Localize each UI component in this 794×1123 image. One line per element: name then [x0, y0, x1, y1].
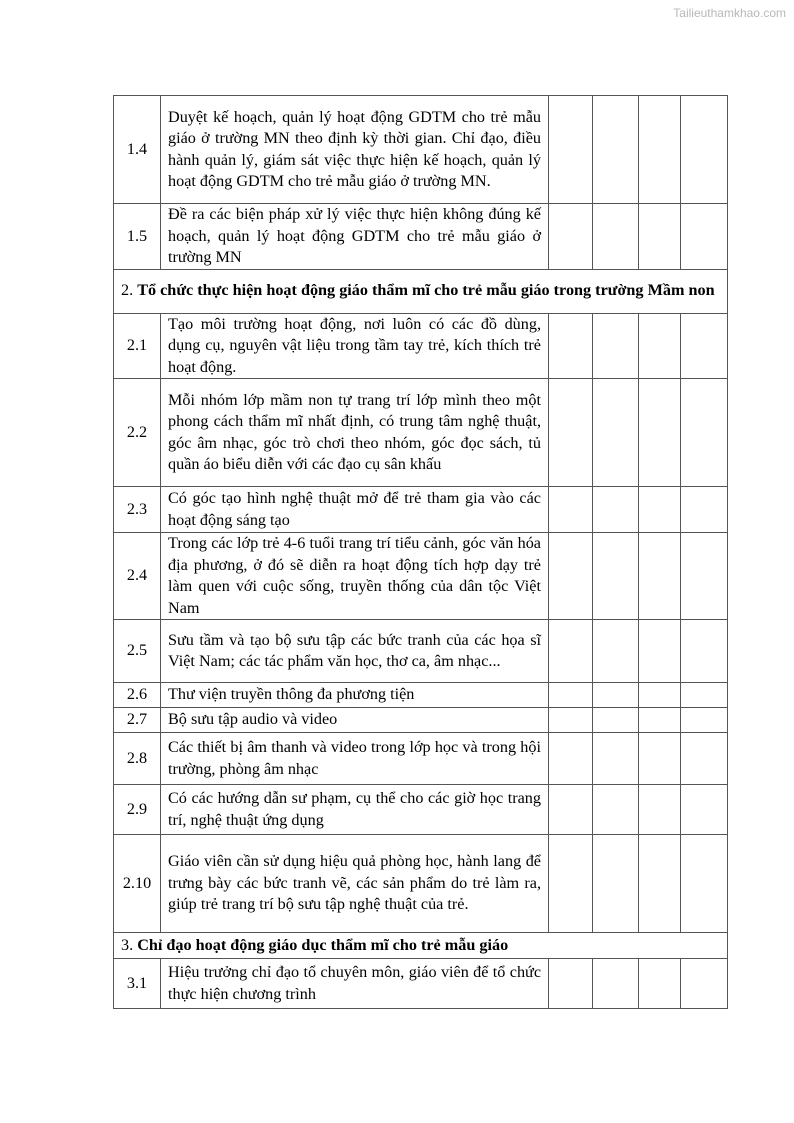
- item-text: Bộ sưu tập audio và video: [161, 708, 549, 733]
- item-text: Có góc tạo hình nghệ thuật mở để trẻ tham gia vào các hoạt động sáng tạo: [161, 487, 549, 533]
- watermark: Tailieuthamkhao.com: [673, 6, 786, 20]
- rating-cell[interactable]: [639, 313, 681, 379]
- section-number: 3.: [121, 935, 138, 954]
- table-row: [114, 835, 728, 933]
- table-row: [114, 533, 728, 620]
- rating-cell[interactable]: [549, 620, 593, 683]
- rating-cell[interactable]: [593, 708, 639, 733]
- rating-cell[interactable]: [593, 683, 639, 708]
- rating-cell[interactable]: [593, 959, 639, 1009]
- table-row: [114, 785, 728, 835]
- rating-cell[interactable]: [549, 96, 593, 204]
- rating-cell[interactable]: [549, 733, 593, 785]
- rating-cell[interactable]: [593, 733, 639, 785]
- table-row: [114, 313, 728, 379]
- rating-cell[interactable]: [681, 96, 728, 204]
- item-number: 2.1: [114, 313, 161, 379]
- rating-cell[interactable]: [681, 379, 728, 487]
- rating-cell[interactable]: [549, 313, 593, 379]
- rating-cell[interactable]: [593, 379, 639, 487]
- evaluation-table: [113, 95, 728, 1009]
- table-row: [114, 487, 728, 533]
- item-number: 3.1: [114, 959, 161, 1009]
- rating-cell[interactable]: [639, 204, 681, 270]
- item-text: Có các hướng dẫn sư phạm, cụ thể cho các giờ học trang trí, nghệ thuật ứng dụng: [161, 785, 549, 835]
- rating-cell[interactable]: [681, 785, 728, 835]
- item-number: 2.5: [114, 620, 161, 683]
- item-number: 2.6: [114, 683, 161, 708]
- item-text: Thư viện truyền thông đa phương tiện: [161, 683, 549, 708]
- rating-cell[interactable]: [639, 620, 681, 683]
- rating-cell[interactable]: [639, 487, 681, 533]
- item-number: 1.4: [114, 96, 161, 204]
- table-row: [114, 733, 728, 785]
- rating-cell[interactable]: [639, 379, 681, 487]
- rating-cell[interactable]: [549, 683, 593, 708]
- rating-cell[interactable]: [549, 379, 593, 487]
- rating-cell[interactable]: [593, 487, 639, 533]
- section-title-text: Tổ chức thực hiện hoạt động giáo thẩm mĩ cho trẻ mẫu giáo trong trường Mầm non: [137, 281, 715, 300]
- section-header-row: [114, 933, 728, 959]
- rating-cell[interactable]: [593, 835, 639, 933]
- rating-cell[interactable]: [549, 204, 593, 270]
- item-number: 2.3: [114, 487, 161, 533]
- item-text: Giáo viên cần sử dụng hiệu quả phòng học, hành lang để trưng bày các bức tranh vẽ, các sản phẩm do trẻ làm ra, giúp trẻ trang trí bộ sưu tập nghệ thuật của trẻ.: [161, 835, 549, 933]
- rating-cell[interactable]: [681, 487, 728, 533]
- rating-cell[interactable]: [549, 487, 593, 533]
- section-header-row: [114, 269, 728, 313]
- rating-cell[interactable]: [593, 313, 639, 379]
- table-row: [114, 379, 728, 487]
- item-text: Đề ra các biện pháp xử lý việc thực hiện không đúng kế hoạch, quản lý hoạt động GDTM cho trẻ mẫu giáo ở trường MN: [161, 204, 549, 270]
- rating-cell[interactable]: [681, 835, 728, 933]
- item-number: 2.9: [114, 785, 161, 835]
- rating-cell[interactable]: [549, 959, 593, 1009]
- item-text: Tạo môi trường hoạt động, nơi luôn có các đồ dùng, dụng cụ, nguyên vật liệu trong tầm tay trẻ, kích thích trẻ hoạt động.: [161, 313, 549, 379]
- rating-cell[interactable]: [639, 683, 681, 708]
- item-text: Mỗi nhóm lớp mầm non tự trang trí lớp mình theo một phong cách thẩm mĩ nhất định, có trung tâm nghệ thuật, góc âm nhạc, góc trò chơi theo nhóm, góc đọc sách, tủ quần áo biểu diễn với các đạo cụ sân khấu: [161, 379, 549, 487]
- table-row: [114, 96, 728, 204]
- rating-cell[interactable]: [681, 204, 728, 270]
- rating-cell[interactable]: [639, 733, 681, 785]
- item-number: 2.4: [114, 533, 161, 620]
- rating-cell[interactable]: [593, 533, 639, 620]
- rating-cell[interactable]: [639, 785, 681, 835]
- item-number: 1.5: [114, 204, 161, 270]
- rating-cell[interactable]: [639, 959, 681, 1009]
- rating-cell[interactable]: [593, 204, 639, 270]
- rating-cell[interactable]: [593, 96, 639, 204]
- table-row: [114, 683, 728, 708]
- rating-cell[interactable]: [639, 708, 681, 733]
- item-number: 2.10: [114, 835, 161, 933]
- table-row: [114, 620, 728, 683]
- rating-cell[interactable]: [639, 96, 681, 204]
- rating-cell[interactable]: [681, 313, 728, 379]
- rating-cell[interactable]: [593, 785, 639, 835]
- section-title: [114, 269, 728, 313]
- rating-cell[interactable]: [681, 733, 728, 785]
- section-title-text: Chỉ đạo hoạt động giáo dục thẩm mĩ cho trẻ mẫu giáo: [137, 935, 509, 954]
- item-text: Trong các lớp trẻ 4-6 tuổi trang trí tiểu cảnh, góc văn hóa địa phương, ở đó sẽ diễn ra hoạt động tích hợp dạy trẻ làm quen với cuộc sống, truyền thống của dân tộc Việt Nam: [161, 533, 549, 620]
- rating-cell[interactable]: [681, 533, 728, 620]
- rating-cell[interactable]: [681, 620, 728, 683]
- rating-cell[interactable]: [549, 533, 593, 620]
- rating-cell[interactable]: [681, 683, 728, 708]
- item-text: Hiệu trưởng chỉ đạo tổ chuyên môn, giáo viên để tổ chức thực hiện chương trình: [161, 959, 549, 1009]
- section-title: [114, 933, 728, 959]
- table-row: [114, 204, 728, 270]
- rating-cell[interactable]: [549, 835, 593, 933]
- rating-cell[interactable]: [639, 835, 681, 933]
- rating-cell[interactable]: [681, 708, 728, 733]
- section-number: 2.: [121, 281, 138, 300]
- item-number: 2.2: [114, 379, 161, 487]
- item-number: 2.8: [114, 733, 161, 785]
- rating-cell[interactable]: [549, 708, 593, 733]
- item-text: Các thiết bị âm thanh và video trong lớp học và trong hội trường, phòng âm nhạc: [161, 733, 549, 785]
- item-number: 2.7: [114, 708, 161, 733]
- rating-cell[interactable]: [681, 959, 728, 1009]
- item-text: Sưu tầm và tạo bộ sưu tập các bức tranh của các họa sĩ Việt Nam; các tác phẩm văn học, thơ ca, âm nhạc...: [161, 620, 549, 683]
- rating-cell[interactable]: [639, 533, 681, 620]
- table-row: [114, 959, 728, 1009]
- table-row: [114, 708, 728, 733]
- rating-cell[interactable]: [593, 620, 639, 683]
- item-text: Duyệt kế hoạch, quản lý hoạt động GDTM cho trẻ mẫu giáo ở trường MN theo định kỳ thời gian. Chỉ đạo, điều hành quản lý, giám sát việc thực hiện kế hoạch, quản lý hoạt động GDTM cho trẻ mẫu giáo ở trường MN.: [161, 96, 549, 204]
- rating-cell[interactable]: [549, 785, 593, 835]
